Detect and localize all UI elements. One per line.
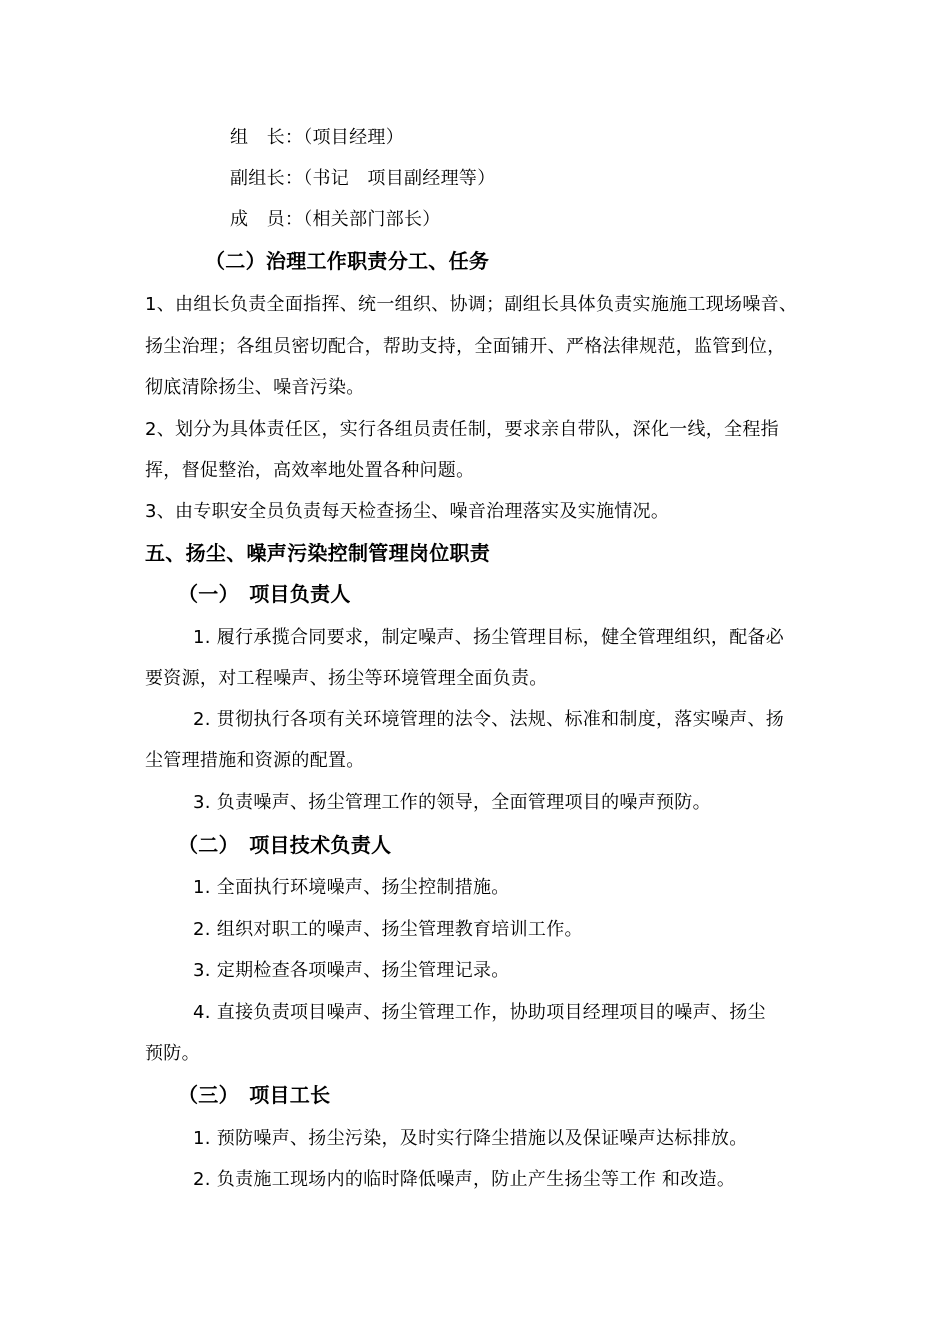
paragraph-line: 1、由组长负责全面指挥、统一组织、协调；副组长具体负责实施施工现场噪音、: [145, 294, 798, 315]
list-item: 2. 组织对职工的噪声、扬尘管理教育培训工作。: [193, 919, 583, 940]
paragraph-line: 3、由专职安全员负责每天检查扬尘、噪音治理落实及实施情况。: [145, 501, 670, 522]
org-leader: 组 长：（项目经理）: [230, 127, 404, 148]
paragraph-line: 挥，督促整治，高效率地处置各种问题。: [145, 460, 475, 481]
subsection-heading: （二） 项目技术负责人: [178, 833, 392, 857]
subsection-heading: （一） 项目负责人: [178, 582, 351, 606]
list-item: 4. 直接负责项目噪声、扬尘管理工作，协助项目经理项目的噪声、扬尘: [193, 1002, 766, 1023]
paragraph-line: 2、划分为具体责任区，实行各组员责任制，要求亲自带队，深化一线，全程指: [145, 419, 779, 440]
org-members: 成 员：（相关部门部长）: [230, 209, 441, 230]
list-item: 3. 定期检查各项噪声、扬尘管理记录。: [193, 960, 510, 981]
paragraph-line: 扬尘治理；各组员密切配合，帮助支持，全面铺开、严格法律规范，监管到位，: [145, 336, 786, 357]
list-item: 1. 全面执行环境噪声、扬尘控制措施。: [193, 877, 510, 898]
org-deputy: 副组长：（书记 项目副经理等）: [230, 168, 496, 189]
list-item: 1. 履行承揽合同要求，制定噪声、扬尘管理目标，健全管理组织，配备必: [193, 627, 785, 648]
list-item: 2. 负责施工现场内的临时降低噪声，防止产生扬尘等工作 和改造。: [193, 1169, 736, 1190]
paragraph-line: 彻底清除扬尘、噪音污染。: [145, 377, 365, 398]
list-item-continuation: 要资源，对工程噪声、扬尘等环境管理全面负责。: [145, 668, 548, 689]
list-item-continuation: 预防。: [145, 1043, 200, 1064]
list-item: 3. 负责噪声、扬尘管理工作的领导，全面管理项目的噪声预防。: [193, 792, 711, 813]
list-item-continuation: 尘管理措施和资源的配置。: [145, 750, 365, 771]
section2-heading: （二）治理工作职责分工、任务: [205, 249, 490, 273]
list-item: 2. 贯彻执行各项有关环境管理的法令、法规、标准和制度，落实噪声、扬: [193, 709, 785, 730]
subsection-heading: （三） 项目工长: [178, 1083, 331, 1107]
list-item: 1. 预防噪声、扬尘污染，及时实行降尘措施以及保证噪声达标排放。: [193, 1128, 748, 1149]
section5-heading: 五、扬尘、噪声污染控制管理岗位职责: [145, 541, 491, 565]
